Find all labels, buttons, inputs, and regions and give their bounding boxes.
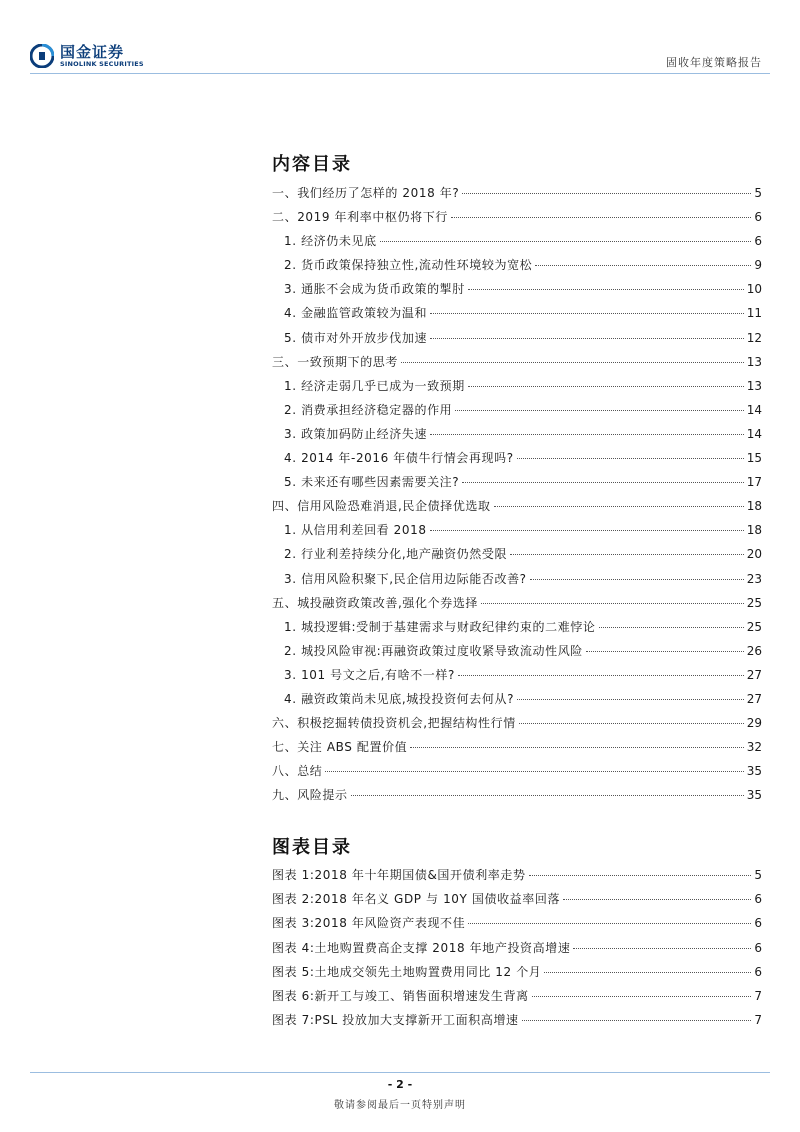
figure-entry[interactable] — [272, 914, 762, 938]
toc-entry[interactable] — [272, 521, 762, 545]
toc-entry[interactable] — [272, 401, 762, 425]
dot-leader — [535, 265, 751, 266]
page-header — [0, 0, 800, 80]
dot-leader — [462, 193, 751, 194]
dot-leader — [586, 651, 744, 652]
toc-entry[interactable] — [272, 449, 762, 473]
dot-leader — [430, 313, 744, 314]
toc-entry[interactable] — [272, 329, 762, 353]
toc-entry-label: 一、我们经历了怎样的 2018 年? — [272, 186, 460, 200]
figure-entry[interactable] — [272, 987, 762, 1011]
figure-entry-page: 7 — [754, 988, 762, 1003]
toc-entry[interactable] — [272, 280, 762, 304]
dot-leader — [517, 458, 744, 459]
dot-leader — [430, 338, 744, 339]
figure-list — [272, 866, 762, 1035]
toc-entry-label: 1. 经济仍未见底 — [284, 234, 377, 249]
toc-entry-label: 5. 债市对外开放步伐加速 — [284, 330, 428, 345]
figure-entry[interactable] — [272, 866, 762, 890]
toc-entry-label: 六、积极挖掘转债投资机会,把握结构性行情 — [272, 716, 516, 731]
toc-entry-label: 2. 行业利差持续分化,地产融资仍然受限 — [284, 547, 508, 562]
dot-leader — [401, 362, 744, 363]
toc-entry-label: 5. 未来还有哪些因素需要关注? — [284, 475, 460, 490]
dot-leader — [458, 675, 744, 676]
toc-entry[interactable] — [272, 714, 762, 738]
footer-disclaimer: 敬请参阅最后一页特别声明 — [334, 1100, 466, 1111]
dot-leader — [468, 386, 744, 387]
toc-entry[interactable] — [272, 666, 762, 690]
dot-leader — [522, 1020, 752, 1021]
dot-leader — [519, 723, 744, 724]
toc-entry-label: 1. 从信用利差回看 2018 — [284, 523, 427, 538]
toc-entry-label: 五、城投融资政策改善,强化个券选择 — [272, 595, 479, 610]
sinolink-logo-icon — [30, 44, 54, 68]
logo-english-name: SINOLINK SECURITIES — [60, 60, 144, 68]
toc-entry[interactable] — [272, 208, 762, 232]
toc-entry-label: 七、关注 ABS 配置价值 — [272, 740, 408, 755]
dot-leader — [563, 899, 751, 900]
toc-entry[interactable] — [272, 473, 762, 497]
dot-leader — [325, 771, 743, 772]
toc-heading: 内容目录 — [272, 154, 352, 175]
toc-entry[interactable] — [272, 570, 762, 594]
toc-entry-label: 九、风险提示 — [272, 788, 348, 803]
page-number: - 2 - — [387, 1078, 413, 1091]
dot-leader — [481, 603, 744, 604]
dot-leader — [451, 217, 751, 218]
toc-entry-label: 4. 金融监管政策较为温和 — [284, 306, 428, 321]
toc-entry[interactable] — [272, 762, 762, 786]
toc-entry-page: 6 — [754, 234, 762, 249]
dot-leader — [532, 996, 752, 997]
toc-entry[interactable] — [272, 786, 762, 810]
dot-leader — [410, 747, 743, 748]
figure-entry[interactable] — [272, 1011, 762, 1035]
toc-entry-page: 20 — [746, 547, 762, 562]
toc-entry-page: 12 — [746, 330, 762, 345]
figure-entry-label: 图表 3:2018 年风险资产表现不佳 — [272, 916, 466, 931]
toc-entry-label: 3. 政策加码防止经济失速 — [284, 426, 428, 441]
report-type-label: 固收年度策略报告 — [666, 56, 762, 69]
toc-entry[interactable] — [272, 425, 762, 449]
toc-entry-label: 1. 经济走弱几乎已成为一致预期 — [284, 378, 465, 393]
toc-entry-label: 2. 货币政策保持独立性,流动性环境较为宽松 — [284, 258, 533, 273]
logo-chinese-name: 国金证券 — [60, 43, 125, 61]
toc-entry-page: 27 — [746, 667, 762, 682]
toc-entry-page: 23 — [746, 571, 762, 586]
dot-leader — [517, 699, 744, 700]
toc-entry[interactable] — [272, 545, 762, 569]
toc-entry-page: 29 — [746, 716, 762, 731]
dot-leader — [468, 289, 744, 290]
figure-entry-label: 图表 5:土地成交领先土地购置费用同比 12 个月 — [272, 964, 542, 979]
dot-leader — [599, 627, 744, 628]
toc-entry-page: 9 — [754, 258, 762, 273]
toc-entry-label: 4. 2014 年-2016 年债牛行情会再现吗? — [284, 451, 514, 466]
dot-leader — [529, 875, 752, 876]
toc-entry[interactable] — [272, 738, 762, 762]
dot-leader — [544, 972, 751, 973]
figure-entry-label: 图表 6:新开工与竣工、销售面积增速发生背离 — [272, 988, 529, 1003]
figure-entry-label: 图表 1:2018 年十年期国债&国开债利率走势 — [272, 868, 526, 882]
footer-divider — [30, 1072, 770, 1073]
figure-entry-page: 6 — [754, 964, 762, 979]
toc-entry-label: 二、2019 年利率中枢仍将下行 — [272, 210, 448, 225]
toc-entry-page: 32 — [746, 740, 762, 755]
toc-entry-page: 18 — [746, 523, 762, 538]
toc-entry-label: 四、信用风险恐难消退,民企债择优选取 — [272, 499, 491, 514]
toc-entry-page: 13 — [746, 378, 762, 393]
toc-entry-page: 35 — [746, 764, 762, 779]
dot-leader — [573, 948, 751, 949]
header-divider — [30, 73, 770, 74]
toc-entry[interactable] — [272, 232, 762, 256]
toc-entry-page: 6 — [754, 210, 762, 225]
toc-entry-page: 35 — [746, 788, 762, 803]
toc-entry-label: 4. 融资政策尚未见底,城投投资何去何从? — [284, 691, 515, 706]
toc-entry-label: 3. 通胀不会成为货币政策的掣肘 — [284, 282, 465, 297]
toc-entry-page: 11 — [746, 306, 762, 321]
toc-entry-label: 2. 城投风险审视:再融资政策过度收紧导致流动性风险 — [284, 643, 583, 658]
figure-entry-page: 6 — [754, 892, 762, 907]
toc-entry-page: 14 — [746, 402, 762, 417]
figure-entry-page: 5 — [754, 868, 762, 882]
toc-entry-label: 2. 消费承担经济稳定器的作用 — [284, 402, 453, 417]
toc-entry[interactable] — [272, 690, 762, 714]
toc-entry[interactable] — [272, 594, 762, 618]
toc-entry[interactable] — [272, 304, 762, 328]
toc-entry-label: 3. 101 号文之后,有啥不一样? — [284, 667, 455, 682]
toc-entry[interactable] — [272, 184, 762, 208]
dot-leader — [455, 410, 743, 411]
toc-entry-page: 15 — [746, 451, 762, 466]
dot-leader — [351, 795, 744, 796]
toc-entry-label: 三、一致预期下的思考 — [272, 354, 399, 369]
toc-entry-label: 1. 城投逻辑:受制于基建需求与财政纪律约束的二难悖论 — [284, 619, 596, 634]
company-logo — [30, 44, 144, 68]
dot-leader — [494, 506, 744, 507]
figure-entry-page: 7 — [754, 1013, 762, 1028]
toc-entry-page: 10 — [746, 282, 762, 297]
toc-entry-page: 14 — [746, 426, 762, 441]
toc-entry-page: 5 — [754, 186, 762, 200]
figure-entry-page: 6 — [754, 916, 762, 931]
toc-entry[interactable] — [272, 353, 762, 377]
dot-leader — [468, 923, 751, 924]
figure-entry[interactable] — [272, 890, 762, 914]
dot-leader — [510, 554, 744, 555]
figure-entry[interactable] — [272, 939, 762, 963]
toc-entry[interactable] — [272, 497, 762, 521]
toc-entry-page: 25 — [746, 595, 762, 610]
toc-entry-page: 17 — [746, 475, 762, 490]
toc-entry-page: 13 — [746, 354, 762, 369]
dot-leader — [530, 579, 744, 580]
toc-entry[interactable] — [272, 377, 762, 401]
dot-leader — [430, 530, 744, 531]
toc-entry-page: 27 — [746, 691, 762, 706]
toc-entry-page: 25 — [746, 619, 762, 634]
toc-entry[interactable] — [272, 642, 762, 666]
dot-leader — [462, 482, 743, 483]
toc-entry[interactable] — [272, 256, 762, 280]
toc-entry[interactable] — [272, 618, 762, 642]
figure-entry-label: 图表 4:土地购置费高企支撑 2018 年地产投资高增速 — [272, 940, 571, 955]
toc-entry-page: 26 — [746, 643, 762, 658]
figure-entry-label: 图表 2:2018 年名义 GDP 与 10Y 国债收益率回落 — [272, 892, 561, 907]
figure-entry-page: 6 — [754, 940, 762, 955]
dot-leader — [430, 434, 744, 435]
toc-entry-label: 3. 信用风险积聚下,民企信用边际能否改善? — [284, 571, 527, 586]
figure-list-heading: 图表目录 — [272, 837, 352, 858]
figure-entry-label: 图表 7:PSL 投放加大支撑新开工面积高增速 — [272, 1013, 519, 1028]
figure-entry[interactable] — [272, 963, 762, 987]
dot-leader — [380, 241, 752, 242]
table-of-contents — [272, 184, 762, 810]
toc-entry-page: 18 — [746, 499, 762, 514]
toc-entry-label: 八、总结 — [272, 764, 323, 779]
